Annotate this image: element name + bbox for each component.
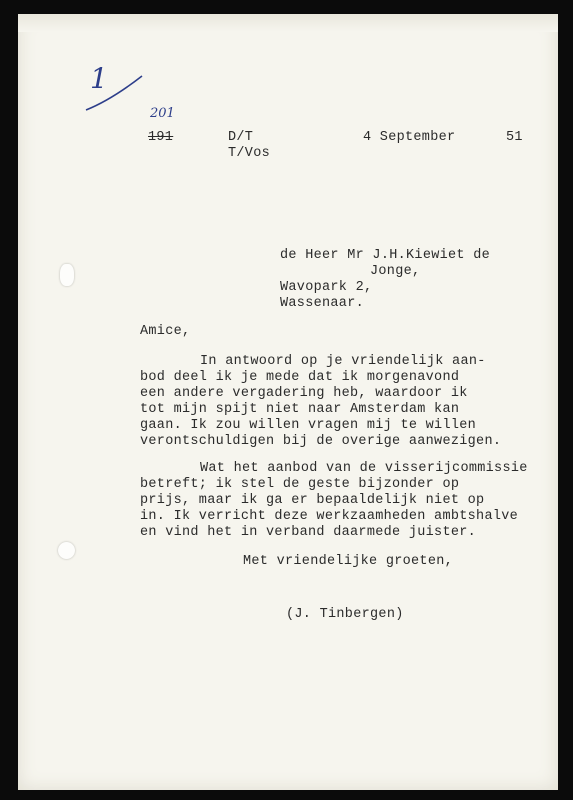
- punch-hole-top: [60, 264, 74, 286]
- address-line-3: Wavopark 2,: [280, 280, 373, 295]
- closing: Met vriendelijke groeten,: [243, 554, 454, 569]
- reference-line-1: D/T: [228, 130, 254, 145]
- paragraph-line: tot mijn spijt niet naar Amsterdam kan: [140, 402, 460, 417]
- address-line-1: de Heer Mr J.H.Kiewiet de: [280, 248, 491, 263]
- address-line-2: Jonge,: [370, 264, 421, 279]
- reference-line-2: T/Vos: [228, 146, 271, 161]
- paragraph-line: in. Ik verricht deze werkzaamheden ambtshalve: [140, 509, 519, 524]
- paragraph-line: verontschuldigen bij de overige aanwezigen.: [140, 434, 502, 449]
- address-line-4: Wassenaar.: [280, 296, 365, 311]
- paragraph-line: bod deel ik je mede dat ik morgenavond: [140, 370, 460, 385]
- handwritten-margin-mark: 1: [90, 62, 108, 95]
- paragraph-line: betreft; ik stel de geste bijzonder op: [140, 477, 460, 492]
- handwritten-slash: [84, 72, 146, 114]
- paragraph-line: en vind het in verband daarmede juister.: [140, 525, 477, 540]
- letter-year: 51: [506, 130, 523, 145]
- file-number-struck: 191: [148, 130, 174, 145]
- paragraph-line: een andere vergadering heb, waardoor ik: [140, 386, 468, 401]
- letter-page: [18, 14, 558, 790]
- paper-edge: [18, 14, 558, 32]
- paragraph-line: gaan. Ik zou willen vragen mij te willen: [140, 418, 477, 433]
- punch-hole-bottom: [58, 542, 75, 559]
- handwritten-number: 201: [150, 106, 175, 121]
- paragraph-line: prijs, maar ik ga er bepaaldelijk niet op: [140, 493, 485, 508]
- paragraph-line: Wat het aanbod van de visserijcommissie: [200, 461, 528, 476]
- signature: (J. Tinbergen): [286, 607, 404, 622]
- salutation: Amice,: [140, 324, 191, 339]
- letter-date: 4 September: [363, 130, 456, 145]
- paragraph-line: In antwoord op je vriendelijk aan-: [200, 354, 486, 369]
